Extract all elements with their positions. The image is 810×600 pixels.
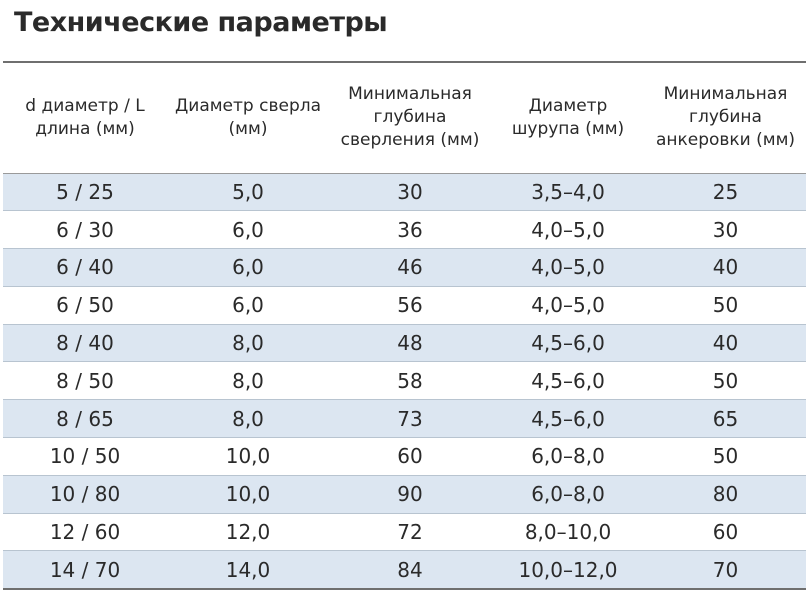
cell-drill-diameter: 8,0	[167, 362, 329, 400]
cell-drill-diameter: 6,0	[167, 286, 329, 324]
cell-drill-diameter: 14,0	[167, 551, 329, 589]
cell-min-drill-depth: 90	[329, 475, 491, 513]
cell-drill-diameter: 6,0	[167, 211, 329, 249]
cell-min-anchor-depth: 25	[645, 173, 806, 211]
cell-drill-diameter: 5,0	[167, 173, 329, 211]
cell-diameter-length: 6 / 40	[3, 249, 167, 287]
cell-min-drill-depth: 84	[329, 551, 491, 589]
cell-diameter-length: 6 / 50	[3, 286, 167, 324]
cell-min-drill-depth: 36	[329, 211, 491, 249]
cell-drill-diameter: 8,0	[167, 400, 329, 438]
table-row	[3, 551, 806, 589]
page-title: Технические параметры	[14, 7, 388, 38]
cell-screw-diameter: 4,0–5,0	[491, 211, 645, 249]
table-row	[3, 362, 806, 400]
table-row	[3, 286, 806, 324]
table-header	[3, 62, 806, 173]
table-row	[3, 211, 806, 249]
cell-screw-diameter: 4,5–6,0	[491, 400, 645, 438]
cell-diameter-length: 8 / 50	[3, 362, 167, 400]
cell-min-anchor-depth: 50	[645, 438, 806, 476]
cell-screw-diameter: 3,5–4,0	[491, 173, 645, 211]
cell-screw-diameter: 4,5–6,0	[491, 324, 645, 362]
cell-min-drill-depth: 48	[329, 324, 491, 362]
table-body	[3, 173, 806, 589]
cell-drill-diameter: 6,0	[167, 249, 329, 287]
cell-screw-diameter: 6,0–8,0	[491, 475, 645, 513]
table-row	[3, 400, 806, 438]
cell-screw-diameter: 4,0–5,0	[491, 249, 645, 287]
cell-diameter-length: 10 / 80	[3, 475, 167, 513]
cell-diameter-length: 8 / 40	[3, 324, 167, 362]
header-drill-diameter: Диаметр сверла (мм)	[167, 62, 329, 173]
table-row	[3, 513, 806, 551]
cell-min-drill-depth: 56	[329, 286, 491, 324]
cell-diameter-length: 6 / 30	[3, 211, 167, 249]
table-row	[3, 438, 806, 476]
cell-min-drill-depth: 73	[329, 400, 491, 438]
table-row	[3, 475, 806, 513]
header-diameter-length: d диаметр / L длина (мм)	[3, 62, 167, 173]
cell-drill-diameter: 10,0	[167, 438, 329, 476]
cell-diameter-length: 5 / 25	[3, 173, 167, 211]
cell-drill-diameter: 12,0	[167, 513, 329, 551]
table-row	[3, 324, 806, 362]
cell-min-anchor-depth: 80	[645, 475, 806, 513]
table-row	[3, 173, 806, 211]
header-screw-diameter: Диаметр шурупа (мм)	[491, 62, 645, 173]
cell-diameter-length: 14 / 70	[3, 551, 167, 589]
cell-min-drill-depth: 30	[329, 173, 491, 211]
cell-screw-diameter: 4,5–6,0	[491, 362, 645, 400]
cell-min-anchor-depth: 40	[645, 324, 806, 362]
cell-diameter-length: 10 / 50	[3, 438, 167, 476]
header-min-anchor-depth: Минимальная глубина анкеровки (мм)	[645, 62, 806, 173]
cell-screw-diameter: 10,0–12,0	[491, 551, 645, 589]
cell-drill-diameter: 8,0	[167, 324, 329, 362]
cell-min-anchor-depth: 40	[645, 249, 806, 287]
header-min-drill-depth: Минимальная глубина сверления (мм)	[329, 62, 491, 173]
cell-min-drill-depth: 58	[329, 362, 491, 400]
table-row	[3, 249, 806, 287]
cell-screw-diameter: 8,0–10,0	[491, 513, 645, 551]
cell-min-anchor-depth: 65	[645, 400, 806, 438]
parameters-table	[3, 61, 806, 590]
cell-min-drill-depth: 60	[329, 438, 491, 476]
cell-min-anchor-depth: 70	[645, 551, 806, 589]
cell-min-drill-depth: 72	[329, 513, 491, 551]
cell-min-anchor-depth: 60	[645, 513, 806, 551]
cell-screw-diameter: 6,0–8,0	[491, 438, 645, 476]
cell-screw-diameter: 4,0–5,0	[491, 286, 645, 324]
cell-diameter-length: 8 / 65	[3, 400, 167, 438]
cell-min-anchor-depth: 50	[645, 362, 806, 400]
cell-min-anchor-depth: 50	[645, 286, 806, 324]
cell-drill-diameter: 10,0	[167, 475, 329, 513]
cell-min-drill-depth: 46	[329, 249, 491, 287]
cell-min-anchor-depth: 30	[645, 211, 806, 249]
header-row	[3, 62, 806, 173]
cell-diameter-length: 12 / 60	[3, 513, 167, 551]
